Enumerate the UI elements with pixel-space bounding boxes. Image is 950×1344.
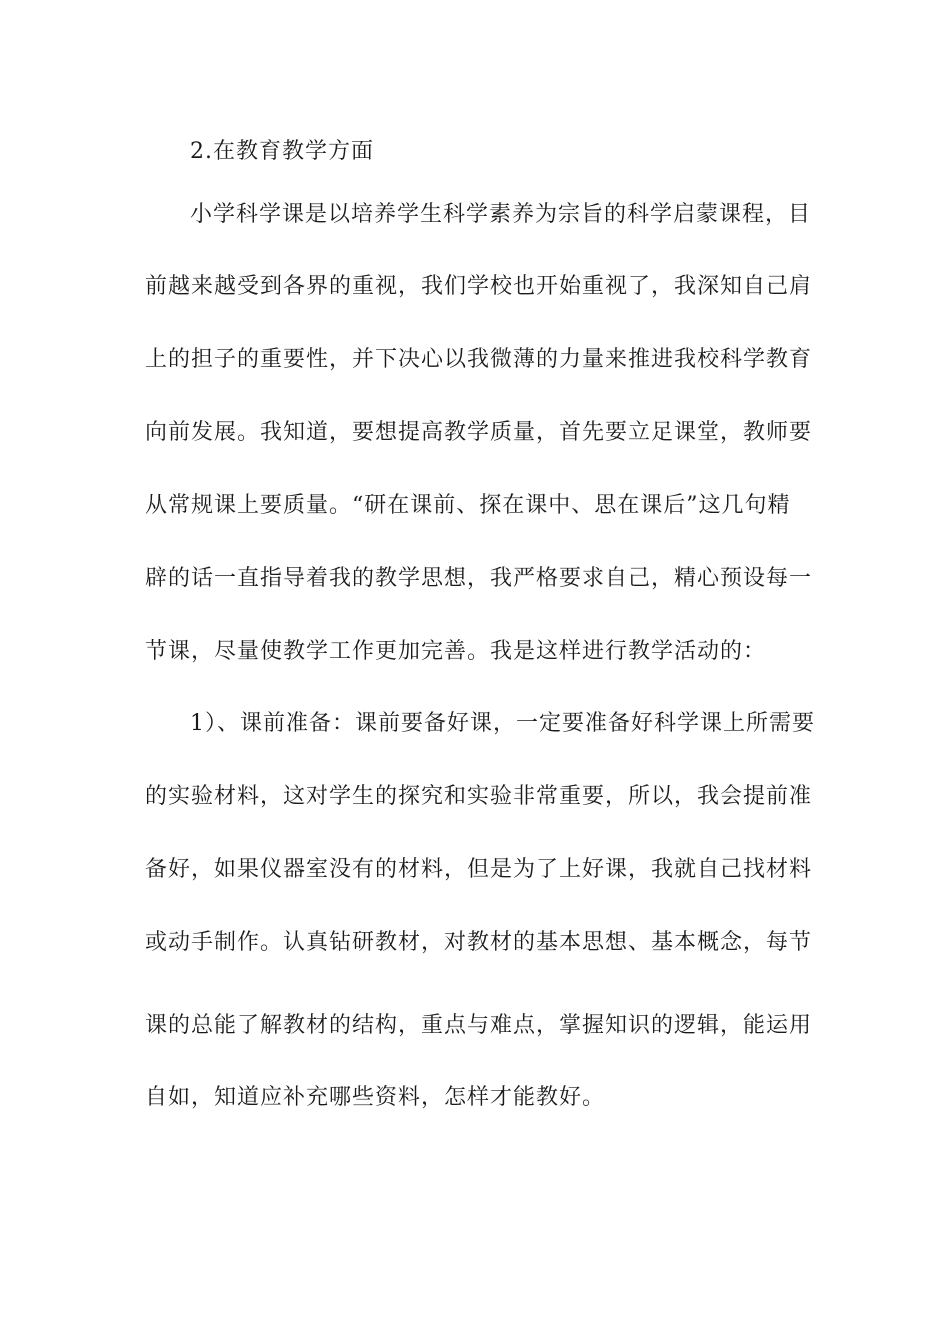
paragraph-line: 从常规课上要质量。“研在课前、探在课中、思在课后”这几句精 bbox=[145, 493, 791, 518]
paragraph-line: 辟的话一直指导着我的教学思想，我严格要求自己，精心预设每一 bbox=[145, 566, 813, 591]
paragraph-line: 的实验材料，这对学生的探究和实验非常重要，所以，我会提前准 bbox=[145, 784, 813, 809]
paragraph-line: 小学科学课是以培养学生科学素养为宗旨的科学启蒙课程，目 bbox=[190, 202, 812, 227]
paragraph-line: 课的总能了解教材的结构，重点与难点，掌握知识的逻辑，能运用 bbox=[145, 1013, 813, 1038]
paragraph-line: 1）、课前准备：课前要备好课，一定要准备好科学课上所需要 bbox=[190, 711, 815, 736]
paragraph-line: 备好，如果仪器室没有的材料，但是为了上好课，我就自己找材料 bbox=[145, 857, 813, 882]
section-heading: 2.在教育教学方面 bbox=[190, 139, 374, 164]
paragraph-line: 节课，尽量使教学工作更加完善。我是这样进行教学活动的： bbox=[145, 639, 767, 664]
paragraph-line: 上的担子的重要性，并下决心以我微薄的力量来推进我校科学教育 bbox=[145, 347, 813, 372]
paragraph-line: 自如，知道应补充哪些资料，怎样才能教好。 bbox=[145, 1085, 606, 1110]
paragraph-line: 前越来越受到各界的重视，我们学校也开始重视了，我深知自己肩 bbox=[145, 274, 813, 299]
paragraph-line: 向前发展。我知道，要想提高教学质量，首先要立足课堂，教师要 bbox=[145, 420, 813, 445]
paragraph-line: 或动手制作。认真钻研教材，对教材的基本思想、基本概念，每节 bbox=[145, 930, 813, 955]
